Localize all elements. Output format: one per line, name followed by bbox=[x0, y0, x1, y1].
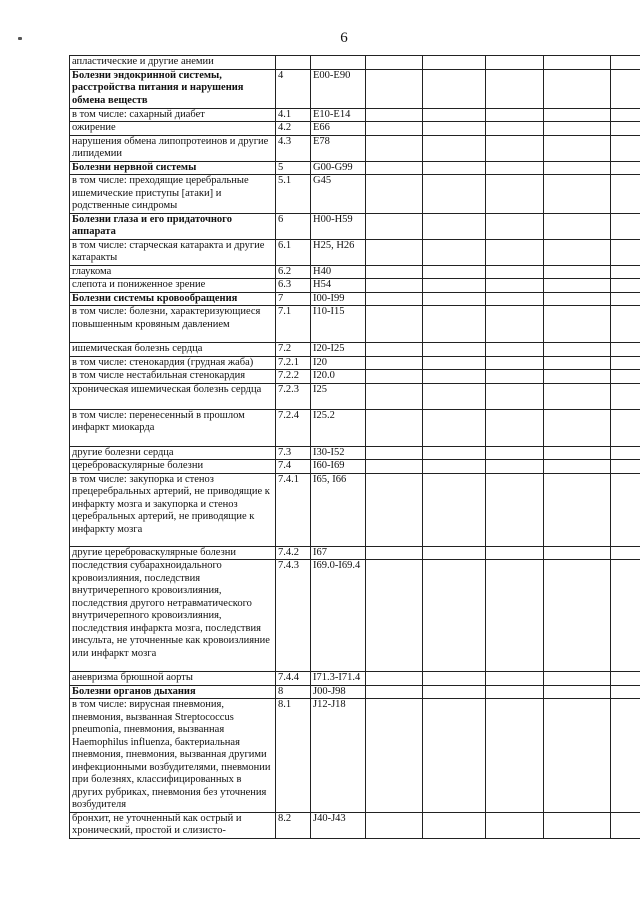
empty-value-cell bbox=[423, 175, 486, 214]
table-row bbox=[70, 239, 640, 265]
empty-value-cell bbox=[366, 135, 423, 161]
disease-name-cell: Болезни глаза и его придаточного аппарата bbox=[70, 213, 276, 239]
empty-value-cell bbox=[366, 108, 423, 122]
disease-name-cell: апластические и другие анемии bbox=[70, 56, 276, 70]
table-row bbox=[70, 699, 640, 813]
disease-name-cell: ожирение bbox=[70, 122, 276, 136]
row-number-cell: 7.4 bbox=[276, 460, 311, 474]
table-row bbox=[70, 370, 640, 384]
empty-value-cell bbox=[366, 356, 423, 370]
empty-value-cell bbox=[486, 699, 544, 813]
row-number-cell: 7.2.4 bbox=[276, 409, 311, 446]
icd-code-cell: J12-J18 bbox=[311, 699, 366, 813]
empty-value-cell bbox=[611, 69, 640, 108]
empty-value-cell bbox=[486, 239, 544, 265]
disease-name-cell: цереброваскулярные болезни bbox=[70, 460, 276, 474]
row-number-cell: 7.4.3 bbox=[276, 560, 311, 672]
row-number-cell: 7.4.4 bbox=[276, 672, 311, 686]
empty-value-cell bbox=[611, 685, 640, 699]
disease-name-cell: слепота и пониженное зрение bbox=[70, 279, 276, 293]
disease-name-cell: в том числе: болезни, характеризующиеся повышенным кровяным давлением bbox=[70, 306, 276, 343]
empty-value-cell bbox=[486, 685, 544, 699]
table-row bbox=[70, 409, 640, 446]
empty-value-cell bbox=[611, 699, 640, 813]
empty-value-cell bbox=[544, 546, 611, 560]
row-number-cell: 6 bbox=[276, 213, 311, 239]
icd-code-cell: G00-G99 bbox=[311, 161, 366, 175]
empty-value-cell bbox=[611, 279, 640, 293]
empty-value-cell bbox=[366, 409, 423, 446]
disease-name-cell: бронхит, не уточненный как острый и хронический, простой и слизисто- bbox=[70, 812, 276, 838]
empty-value-cell bbox=[544, 239, 611, 265]
empty-value-cell bbox=[544, 122, 611, 136]
row-number-cell: 6.1 bbox=[276, 239, 311, 265]
empty-value-cell bbox=[544, 409, 611, 446]
icd-code-cell: E78 bbox=[311, 135, 366, 161]
empty-value-cell bbox=[366, 292, 423, 306]
row-number-cell: 7 bbox=[276, 292, 311, 306]
empty-value-cell bbox=[366, 343, 423, 357]
empty-value-cell bbox=[366, 239, 423, 265]
empty-value-cell bbox=[611, 812, 640, 838]
icd-code-cell: I25 bbox=[311, 383, 366, 409]
empty-value-cell bbox=[611, 383, 640, 409]
empty-value-cell bbox=[611, 356, 640, 370]
disease-name-cell: хроническая ишемическая болезнь сердца bbox=[70, 383, 276, 409]
empty-value-cell bbox=[611, 546, 640, 560]
empty-value-cell bbox=[611, 409, 640, 446]
table-row bbox=[70, 546, 640, 560]
disease-name-cell: Болезни системы кровообращения bbox=[70, 292, 276, 306]
disease-name-cell: в том числе: старческая катаракта и другие катаракты bbox=[70, 239, 276, 265]
empty-value-cell bbox=[366, 161, 423, 175]
empty-value-cell bbox=[611, 560, 640, 672]
table-row bbox=[70, 383, 640, 409]
empty-value-cell bbox=[423, 383, 486, 409]
table-row bbox=[70, 122, 640, 136]
empty-value-cell bbox=[423, 473, 486, 546]
disease-name-cell: в том числе: стенокардия (грудная жаба) bbox=[70, 356, 276, 370]
empty-value-cell bbox=[611, 473, 640, 546]
empty-value-cell bbox=[611, 370, 640, 384]
row-number-cell: 4.2 bbox=[276, 122, 311, 136]
row-number-cell: 4.1 bbox=[276, 108, 311, 122]
row-number-cell: 7.4.1 bbox=[276, 473, 311, 546]
empty-value-cell bbox=[366, 473, 423, 546]
disease-name-cell: нарушения обмена липопротеинов и другие липидемии bbox=[70, 135, 276, 161]
empty-value-cell bbox=[423, 265, 486, 279]
empty-value-cell bbox=[544, 356, 611, 370]
table-row bbox=[70, 161, 640, 175]
empty-value-cell bbox=[366, 213, 423, 239]
row-number-cell: 8.1 bbox=[276, 699, 311, 813]
table-row bbox=[70, 356, 640, 370]
empty-value-cell bbox=[366, 265, 423, 279]
empty-value-cell bbox=[423, 460, 486, 474]
empty-value-cell bbox=[366, 383, 423, 409]
empty-value-cell bbox=[544, 56, 611, 70]
empty-value-cell bbox=[486, 56, 544, 70]
empty-value-cell bbox=[544, 560, 611, 672]
row-number-cell: 8 bbox=[276, 685, 311, 699]
empty-value-cell bbox=[611, 239, 640, 265]
empty-value-cell bbox=[611, 460, 640, 474]
empty-value-cell bbox=[544, 460, 611, 474]
empty-value-cell bbox=[544, 292, 611, 306]
empty-value-cell bbox=[366, 699, 423, 813]
empty-value-cell bbox=[423, 560, 486, 672]
empty-value-cell bbox=[611, 292, 640, 306]
icd-code-cell: I65, I66 bbox=[311, 473, 366, 546]
empty-value-cell bbox=[486, 546, 544, 560]
scan-mark bbox=[18, 37, 22, 40]
disease-name-cell: глаукома bbox=[70, 265, 276, 279]
empty-value-cell bbox=[486, 356, 544, 370]
empty-value-cell bbox=[366, 279, 423, 293]
empty-value-cell bbox=[611, 306, 640, 343]
empty-value-cell bbox=[486, 122, 544, 136]
row-number-cell: 4 bbox=[276, 69, 311, 108]
empty-value-cell bbox=[544, 699, 611, 813]
empty-value-cell bbox=[611, 343, 640, 357]
icd-code-cell: I60-I69 bbox=[311, 460, 366, 474]
empty-value-cell bbox=[486, 213, 544, 239]
disease-name-cell: ишемическая болезнь сердца bbox=[70, 343, 276, 357]
row-number-cell bbox=[276, 56, 311, 70]
empty-value-cell bbox=[423, 812, 486, 838]
empty-value-cell bbox=[366, 672, 423, 686]
empty-value-cell bbox=[486, 460, 544, 474]
page-number: 6 bbox=[340, 30, 348, 46]
table-row bbox=[70, 343, 640, 357]
empty-value-cell bbox=[544, 161, 611, 175]
empty-value-cell bbox=[611, 213, 640, 239]
icd-code-cell: H00-H59 bbox=[311, 213, 366, 239]
empty-value-cell bbox=[423, 409, 486, 446]
empty-value-cell bbox=[544, 473, 611, 546]
table-row bbox=[70, 560, 640, 672]
empty-value-cell bbox=[486, 446, 544, 460]
icd-code-cell: I20.0 bbox=[311, 370, 366, 384]
disease-name-cell: Болезни органов дыхания bbox=[70, 685, 276, 699]
row-number-cell: 7.1 bbox=[276, 306, 311, 343]
empty-value-cell bbox=[544, 812, 611, 838]
empty-value-cell bbox=[423, 69, 486, 108]
disease-name-cell: Болезни эндокринной системы, расстройства питания и нарушения обмена веществ bbox=[70, 69, 276, 108]
row-number-cell: 5.1 bbox=[276, 175, 311, 214]
disease-name-cell: Болезни нервной системы bbox=[70, 161, 276, 175]
empty-value-cell bbox=[611, 108, 640, 122]
empty-value-cell bbox=[423, 135, 486, 161]
empty-value-cell bbox=[486, 473, 544, 546]
disease-name-cell: в том числе: преходящие церебральные ишемические приступы [атаки] и родственные синдромы bbox=[70, 175, 276, 214]
disease-name-cell: в том числе: сахарный диабет bbox=[70, 108, 276, 122]
empty-value-cell bbox=[544, 108, 611, 122]
icd-code-cell: I71.3-I71.4 bbox=[311, 672, 366, 686]
empty-value-cell bbox=[423, 546, 486, 560]
disease-name-cell: другие болезни сердца bbox=[70, 446, 276, 460]
empty-value-cell bbox=[366, 175, 423, 214]
table-row bbox=[70, 473, 640, 546]
empty-value-cell bbox=[544, 446, 611, 460]
empty-value-cell bbox=[423, 370, 486, 384]
empty-value-cell bbox=[544, 383, 611, 409]
empty-value-cell bbox=[486, 279, 544, 293]
empty-value-cell bbox=[423, 343, 486, 357]
empty-value-cell bbox=[423, 356, 486, 370]
empty-value-cell bbox=[366, 460, 423, 474]
empty-value-cell bbox=[544, 135, 611, 161]
empty-value-cell bbox=[544, 69, 611, 108]
row-number-cell: 8.2 bbox=[276, 812, 311, 838]
icd-code-cell: H54 bbox=[311, 279, 366, 293]
icd-code-cell bbox=[311, 56, 366, 70]
row-number-cell: 7.2.2 bbox=[276, 370, 311, 384]
row-number-cell: 7.2 bbox=[276, 343, 311, 357]
empty-value-cell bbox=[366, 122, 423, 136]
row-number-cell: 7.2.1 bbox=[276, 356, 311, 370]
disease-name-cell: в том числе нестабильная стенокардия bbox=[70, 370, 276, 384]
empty-value-cell bbox=[366, 370, 423, 384]
empty-value-cell bbox=[486, 292, 544, 306]
row-number-cell: 5 bbox=[276, 161, 311, 175]
empty-value-cell bbox=[366, 69, 423, 108]
empty-value-cell bbox=[366, 685, 423, 699]
empty-value-cell bbox=[423, 292, 486, 306]
empty-value-cell bbox=[366, 306, 423, 343]
icd-code-cell: I67 bbox=[311, 546, 366, 560]
empty-value-cell bbox=[544, 343, 611, 357]
empty-value-cell bbox=[611, 265, 640, 279]
empty-value-cell bbox=[611, 56, 640, 70]
icd-code-cell: G45 bbox=[311, 175, 366, 214]
disease-name-cell: в том числе: перенесенный в прошлом инфаркт миокарда bbox=[70, 409, 276, 446]
empty-value-cell bbox=[544, 175, 611, 214]
icd-code-cell: I20 bbox=[311, 356, 366, 370]
icd-code-cell: I10-I15 bbox=[311, 306, 366, 343]
empty-value-cell bbox=[486, 343, 544, 357]
disease-name-cell: другие цереброваскулярные болезни bbox=[70, 546, 276, 560]
empty-value-cell bbox=[366, 560, 423, 672]
empty-value-cell bbox=[423, 446, 486, 460]
empty-value-cell bbox=[611, 161, 640, 175]
empty-value-cell bbox=[486, 306, 544, 343]
empty-value-cell bbox=[611, 446, 640, 460]
empty-value-cell bbox=[611, 122, 640, 136]
disease-name-cell: в том числе: вирусная пневмония, пневмония, вызванная Streptococcus pneumonia, пневмония, вызванная Haemophilus influenza, бактериальная пневмония, пневмония, вызванная другими инфекционными возбудителями, пневмонии при болезнях, классифицированных в других рубриках, пневмония без уточнения возбудителя bbox=[70, 699, 276, 813]
empty-value-cell bbox=[486, 108, 544, 122]
icd-code-cell: H40 bbox=[311, 265, 366, 279]
empty-value-cell bbox=[486, 812, 544, 838]
empty-value-cell bbox=[611, 175, 640, 214]
empty-value-cell bbox=[423, 56, 486, 70]
empty-value-cell bbox=[486, 265, 544, 279]
icd-code-cell: E00-E90 bbox=[311, 69, 366, 108]
icd-code-cell: I00-I99 bbox=[311, 292, 366, 306]
empty-value-cell bbox=[544, 370, 611, 384]
empty-value-cell bbox=[486, 135, 544, 161]
row-number-cell: 7.3 bbox=[276, 446, 311, 460]
table-row bbox=[70, 56, 640, 70]
empty-value-cell bbox=[366, 446, 423, 460]
empty-value-cell bbox=[611, 672, 640, 686]
table-row bbox=[70, 446, 640, 460]
icd-code-cell: I20-I25 bbox=[311, 343, 366, 357]
empty-value-cell bbox=[423, 239, 486, 265]
icd-code-cell: E10-E14 bbox=[311, 108, 366, 122]
row-number-cell: 6.3 bbox=[276, 279, 311, 293]
table-row bbox=[70, 460, 640, 474]
empty-value-cell bbox=[423, 213, 486, 239]
empty-value-cell bbox=[423, 699, 486, 813]
icd-code-cell: J00-J98 bbox=[311, 685, 366, 699]
empty-value-cell bbox=[544, 265, 611, 279]
disease-name-cell: в том числе: закупорка и стеноз прецеребральных артерий, не приводящие к инфаркту мозга и закупорка и стеноз церебральных артерий, не приводящие к инфаркту мозга bbox=[70, 473, 276, 546]
table-row bbox=[70, 306, 640, 343]
table-row bbox=[70, 685, 640, 699]
empty-value-cell bbox=[544, 685, 611, 699]
empty-value-cell bbox=[423, 108, 486, 122]
empty-value-cell bbox=[486, 69, 544, 108]
empty-value-cell bbox=[544, 306, 611, 343]
table-row bbox=[70, 265, 640, 279]
disease-name-cell: аневризма брюшной аорты bbox=[70, 672, 276, 686]
table-row bbox=[70, 672, 640, 686]
empty-value-cell bbox=[486, 560, 544, 672]
icd-code-cell: I30-I52 bbox=[311, 446, 366, 460]
empty-value-cell bbox=[544, 279, 611, 293]
table-row bbox=[70, 175, 640, 214]
empty-value-cell bbox=[423, 279, 486, 293]
row-number-cell: 7.2.3 bbox=[276, 383, 311, 409]
empty-value-cell bbox=[423, 161, 486, 175]
table-row bbox=[70, 292, 640, 306]
empty-value-cell bbox=[486, 409, 544, 446]
row-number-cell: 4.3 bbox=[276, 135, 311, 161]
empty-value-cell bbox=[366, 56, 423, 70]
empty-value-cell bbox=[486, 175, 544, 214]
empty-value-cell bbox=[366, 812, 423, 838]
icd-code-cell: H25, H26 bbox=[311, 239, 366, 265]
table-row bbox=[70, 135, 640, 161]
empty-value-cell bbox=[423, 122, 486, 136]
empty-value-cell bbox=[486, 161, 544, 175]
disease-name-cell: последствия субарахноидального кровоизлияния, последствия внутричерепного кровоизлияния, последствия другого нетравматического внутричерепного кровоизлияния, последствия инфаркта мозга, последствия инсульта, не уточненные как кровоизлияние или инфаркт мозга bbox=[70, 560, 276, 672]
empty-value-cell bbox=[423, 672, 486, 686]
icd-code-cell: J40-J43 bbox=[311, 812, 366, 838]
row-number-cell: 7.4.2 bbox=[276, 546, 311, 560]
table-row bbox=[70, 812, 640, 838]
icd-code-cell: I69.0-I69.4 bbox=[311, 560, 366, 672]
diagnosis-code-table bbox=[69, 55, 640, 839]
empty-value-cell bbox=[611, 135, 640, 161]
icd-code-cell: I25.2 bbox=[311, 409, 366, 446]
empty-value-cell bbox=[486, 383, 544, 409]
icd-code-cell: E66 bbox=[311, 122, 366, 136]
row-number-cell: 6.2 bbox=[276, 265, 311, 279]
table-row bbox=[70, 279, 640, 293]
empty-value-cell bbox=[423, 306, 486, 343]
empty-value-cell bbox=[544, 213, 611, 239]
table-row bbox=[70, 108, 640, 122]
empty-value-cell bbox=[366, 546, 423, 560]
table-row bbox=[70, 69, 640, 108]
empty-value-cell bbox=[423, 685, 486, 699]
empty-value-cell bbox=[486, 672, 544, 686]
table-row bbox=[70, 213, 640, 239]
empty-value-cell bbox=[486, 370, 544, 384]
empty-value-cell bbox=[544, 672, 611, 686]
